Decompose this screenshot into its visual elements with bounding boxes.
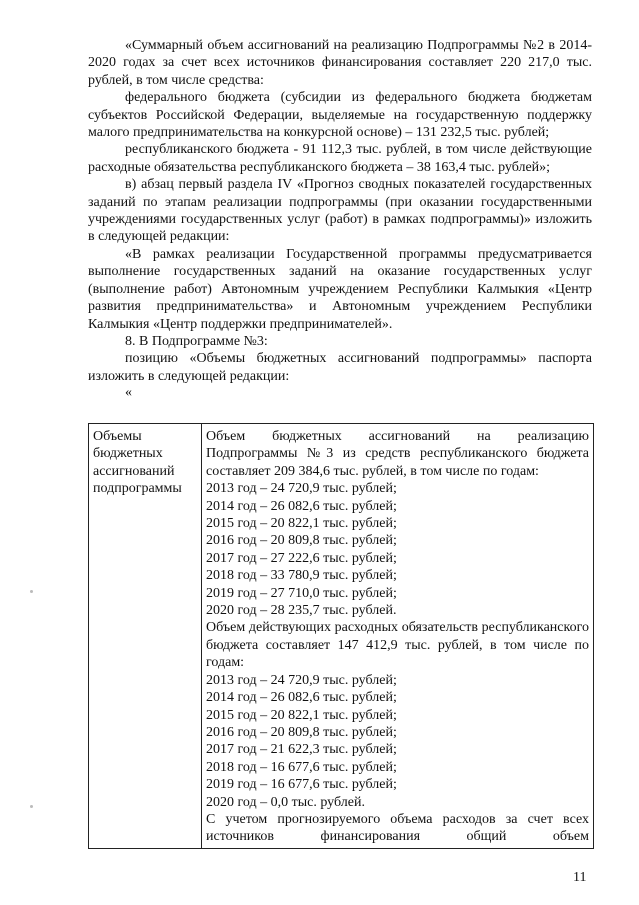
- financing-tail: С учетом прогнозируемого объема расходов за счет всех источников финансирования общий объем: [206, 811, 589, 845]
- passport-table: [88, 423, 594, 849]
- paragraph-republican-budget: республиканского бюджета - 91 112,3 тыс. рублей, в том числе действующие расходные обязательства республиканского бюджета – 38 163,4 тыс. рублей»;: [88, 142, 592, 175]
- passport-value-cell: [202, 424, 594, 849]
- scan-speck: [30, 805, 33, 808]
- scan-speck: [30, 590, 33, 593]
- obligations-intro: Объем действующих расходных обязательств республиканского бюджета составляет 147 412,9 тыс. рублей, в том числе по годам:: [206, 620, 589, 671]
- paragraph-section-iv-amendment: в) абзац первый раздела IV «Прогноз сводных показателей государственных заданий по этапам реализации подпрограммы (при оказании государственными учреждениями государственных услуг (работ) в рамках подпрограммы)» изложить в следующей редакции:: [88, 177, 592, 245]
- year-line: 2019 год – 16 677,6 тыс. рублей;: [206, 777, 397, 793]
- budget-intro: Объем бюджетных ассигнований на реализацию Подпрограммы №3 из средств республиканского бюджета составляет 209 384,6 тыс. рублей, в том числе по годам:: [206, 429, 589, 479]
- year-line: 2019 год – 27 710,0 тыс. рублей;: [206, 585, 397, 601]
- year-line: 2018 год – 33 780,9 тыс. рублей;: [206, 568, 397, 584]
- year-line: 2017 год – 27 222,6 тыс. рублей;: [206, 550, 397, 566]
- paragraph-passport-position: позицию «Объемы бюджетных ассигнований подпрограммы» паспорта изложить в следующей редакции:: [88, 351, 592, 384]
- year-line: 2017 год – 21 622,3 тыс. рублей;: [206, 742, 397, 758]
- passport-label-cell: [89, 424, 202, 849]
- paragraph-federal-budget: федерального бюджета (субсидии из федерального бюджета бюджетам субъектов Российской Федерации, выделяемые на государственную поддержку малого предпринимательства на конкурсной основе) – 131 232,5 тыс. рублей;: [88, 90, 592, 141]
- year-line: 2014 год – 26 082,6 тыс. рублей;: [206, 690, 397, 706]
- year-line: 2013 год – 24 720,9 тыс. рублей;: [206, 481, 397, 497]
- year-line: 2020 год – 0,0 тыс. рублей.: [206, 794, 365, 810]
- year-line: 2020 год – 28 235,7 тыс. рублей.: [206, 603, 397, 619]
- paragraph-state-tasks: «В рамках реализации Государственной программы предусматривается выполнение государственных заданий на оказание государственных услуг (выполнение работ) Автономным учреждением Республики Калмыкия «Центр развития предпринимательства» и Автономным учреждением Республики Калмыкия «Центр поддержки предпринимателей».: [88, 246, 592, 332]
- body-text: [88, 37, 592, 401]
- year-line: 2016 год – 20 809,8 тыс. рублей;: [206, 533, 397, 549]
- year-line: 2015 год – 20 822,1 тыс. рублей;: [206, 516, 397, 532]
- year-line: 2014 год – 26 082,6 тыс. рублей;: [206, 498, 397, 514]
- passport-label: Объемы бюджетных ассигнований подпрограммы: [93, 429, 182, 497]
- year-line: 2013 год – 24 720,9 тыс. рублей;: [206, 672, 397, 688]
- paragraph-subprogram-3-heading: 8. В Подпрограмме №3:: [125, 333, 268, 349]
- year-line: 2018 год – 16 677,6 тыс. рублей;: [206, 759, 397, 775]
- table-row: [89, 424, 594, 849]
- year-line: 2015 год – 20 822,1 тыс. рублей;: [206, 707, 397, 723]
- opening-quote: «: [125, 385, 132, 401]
- year-line: 2016 год – 20 809,8 тыс. рублей;: [206, 724, 397, 740]
- page-number: 11: [573, 870, 587, 885]
- paragraph-subprogram-2-total: «Суммарный объем ассигнований на реализацию Подпрограммы №2 в 2014-2020 годах за счет всех источников финансирования составляет 220 217,0 тыс. рублей, в том числе средства:: [88, 38, 592, 88]
